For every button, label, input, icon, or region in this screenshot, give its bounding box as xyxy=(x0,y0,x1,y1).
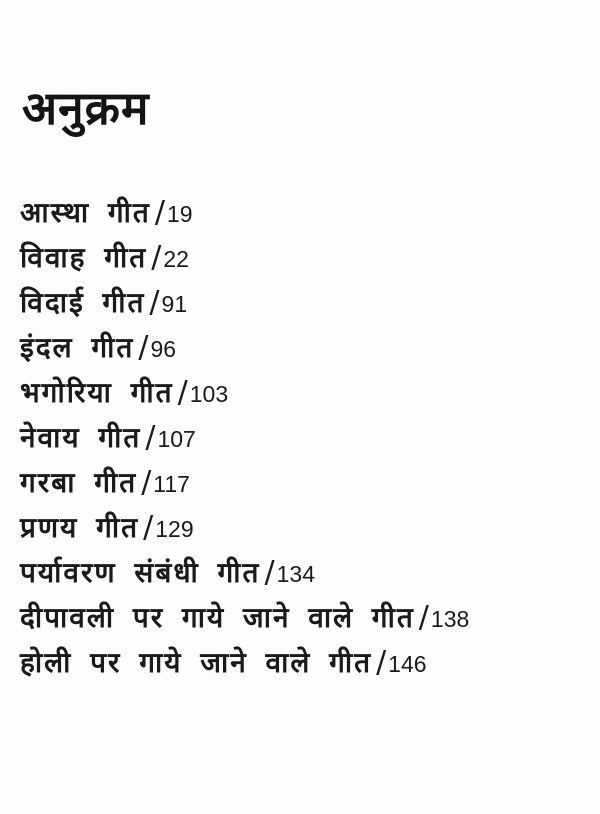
toc-entry xyxy=(20,550,580,595)
toc-entry-title: पर्यावरण संबंधी गीत xyxy=(20,556,261,589)
toc-entry-page-number: 22 xyxy=(163,246,189,272)
toc-entry-title: विदाई गीत xyxy=(20,286,146,319)
toc-entry-title: आस्था गीत xyxy=(20,196,151,229)
toc-entry-page-number: 19 xyxy=(166,201,193,227)
toc-entry-title: प्रणय गीत xyxy=(20,511,140,544)
toc-entry-separator: / xyxy=(418,600,429,635)
toc-entry-separator: / xyxy=(145,420,156,455)
toc-entry-separator: / xyxy=(143,510,154,545)
toc-entry-separator: / xyxy=(138,330,149,365)
toc-entry-page-number: 103 xyxy=(189,381,229,407)
toc-entry-separator: / xyxy=(376,645,387,680)
toc-entry xyxy=(20,640,580,685)
toc-entry-page-number: 107 xyxy=(157,426,196,452)
toc-entry xyxy=(20,325,580,370)
toc-entry xyxy=(20,595,580,640)
toc-entry-page-number: 138 xyxy=(430,606,470,632)
toc-entry xyxy=(20,370,580,415)
toc-entry xyxy=(20,235,580,280)
toc-entry-title: गरबा गीत xyxy=(20,466,138,499)
toc-entry-title: विवाह गीत xyxy=(20,241,148,274)
toc-entry-title: होली पर गाये जाने वाले गीत xyxy=(20,646,373,679)
toc-entry-separator: / xyxy=(264,555,275,590)
table-of-contents xyxy=(20,190,580,685)
toc-entry xyxy=(20,280,580,325)
toc-entry xyxy=(20,505,580,550)
toc-entry xyxy=(20,190,580,235)
toc-entry-page-number: 134 xyxy=(276,561,316,587)
contents-heading: अनुक्रम xyxy=(22,81,150,135)
toc-entry-page-number: 146 xyxy=(388,651,427,677)
toc-entry-title: नेवाय गीत xyxy=(20,421,142,454)
toc-entry-title: भगोरिया गीत xyxy=(20,376,174,409)
toc-entry-page-number: 129 xyxy=(155,516,194,542)
toc-entry-separator: / xyxy=(177,375,188,410)
toc-entry-separator: / xyxy=(154,195,165,230)
toc-entry-title: इंदल गीत xyxy=(20,331,135,364)
toc-entry xyxy=(20,460,580,505)
toc-entry-page-number: 96 xyxy=(150,336,177,362)
toc-entry-page-number: 117 xyxy=(153,471,190,497)
toc-entry xyxy=(20,415,580,460)
toc-entry-separator: / xyxy=(149,285,160,320)
toc-entry-page-number: 91 xyxy=(161,291,188,317)
toc-entry-separator: / xyxy=(151,240,162,275)
toc-entry-title: दीपावली पर गाये जाने वाले गीत xyxy=(20,601,415,634)
toc-entry-separator: / xyxy=(141,465,152,500)
